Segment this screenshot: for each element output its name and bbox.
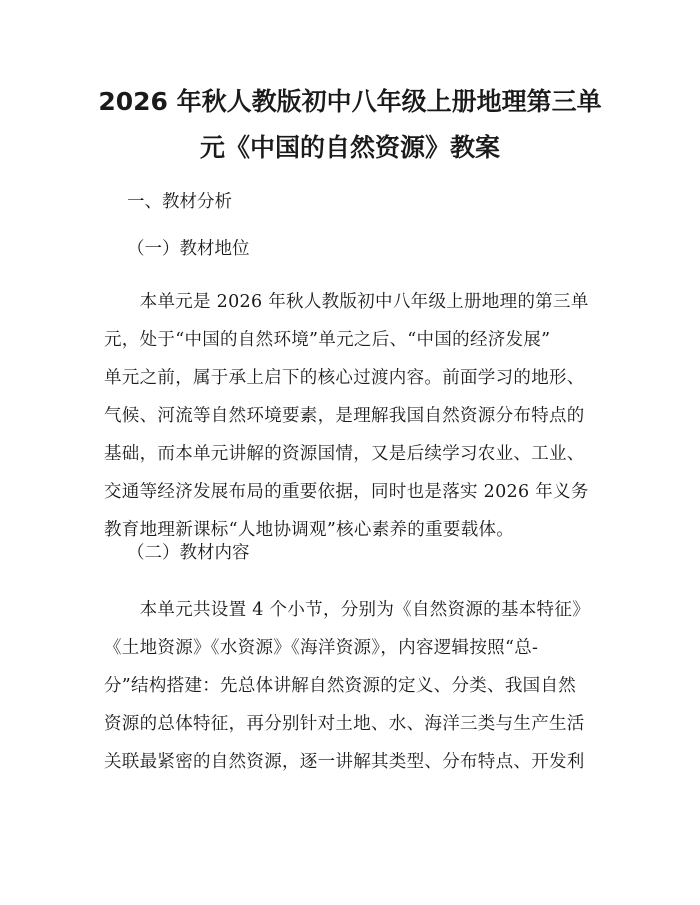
paragraph-line: 基础，而本单元讲解的资源国情，又是后续学习农业、工业、 — [104, 444, 585, 464]
document-title-line-2: 元《中国的自然资源》教案 — [199, 133, 500, 162]
paragraph-line: 分”结构搭建：先总体讲解自然资源的定义、分类、我国自然 — [104, 676, 577, 696]
paragraph-line: 本单元是 2026 年秋人教版初中八年级上册地理的第三单 — [104, 292, 589, 312]
paragraph-line: 教育地理新课标“人地协调观”核心素养的重要载体。 — [104, 520, 515, 540]
paragraph-line: 气候、河流等自然环境要素，是理解我国自然资源分布特点的 — [104, 406, 585, 426]
paragraph-line: 交通等经济发展布局的重要依据，同时也是落实 2026 年义务 — [104, 482, 589, 502]
paragraph-line: 《土地资源》《水资源》《海洋资源》，内容逻辑按照“总- — [104, 638, 539, 658]
subsection-heading-textbook-status: （一）教材地位 — [127, 239, 250, 259]
paragraph-textbook-content — [104, 591, 604, 781]
paragraph-line: 元，处于“中国的自然环境”单元之后、“中国的经济发展” — [104, 330, 551, 350]
document-title-line-1: 2026 年秋人教版初中八年级上册地理第三单 — [98, 87, 602, 116]
paragraph-line: 单元之前，属于承上启下的核心过渡内容。前面学习的地形、 — [104, 368, 585, 388]
paragraph-textbook-status — [104, 283, 604, 549]
paragraph-line: 关联最紧密的自然资源，逐一讲解其类型、分布特点、开发利 — [104, 752, 585, 772]
section-heading-textbook-analysis: 一、教材分析 — [127, 192, 232, 212]
paragraph-line: 资源的总体特征，再分别针对土地、水、海洋三类与生产生活 — [104, 714, 585, 734]
paragraph-line: 本单元共设置 4 个小节，分别为《自然资源的基本特征》 — [104, 600, 590, 620]
subsection-heading-textbook-content: （二）教材内容 — [127, 543, 250, 563]
